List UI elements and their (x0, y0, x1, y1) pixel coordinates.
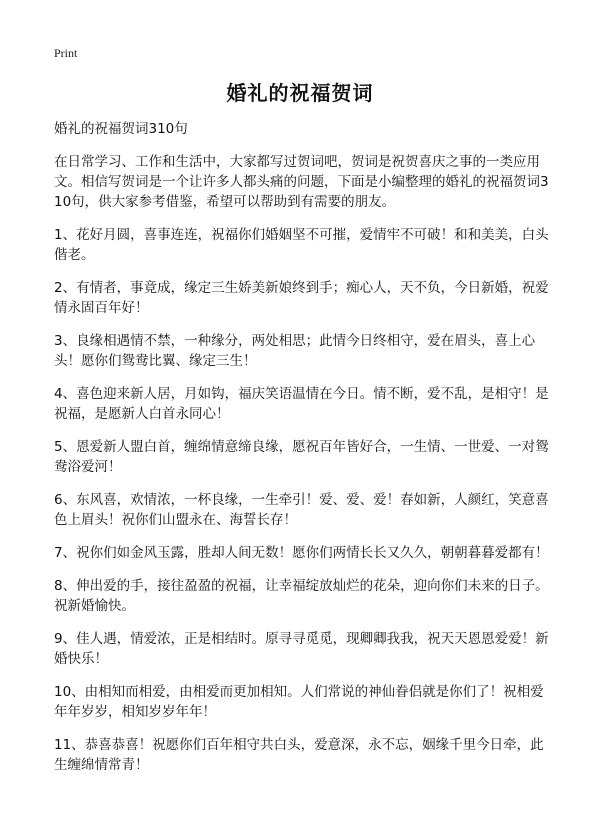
blessing-item-1: 1、花好月圆，喜事连连，祝福你们婚姻坚不可摧，爱情牢不可破！和和美美，白头偕老。 (54, 227, 549, 263)
document-body (54, 119, 554, 788)
page-title: 婚礼的祝福贺词 (226, 81, 374, 105)
blessing-item-5: 5、恩爱新人盟白首，缠绵情意缔良缘，愿祝百年皆好合，一生情、一世爱、一对鸳鸯浴爱河！ (54, 439, 549, 475)
blessing-item-4: 4、喜色迎来新人居，月如钩，福庆笑语温情在今日。情不断，爱不乱，是相守！是祝福，是愿新人白首永同心！ (54, 386, 549, 422)
blessing-item-11: 11、恭喜恭喜！祝愿你们百年相守共白头，爱意深，永不忘，姻缘千里今日牵，此生缠绵情常青！ (54, 737, 544, 773)
print-link[interactable]: Print (54, 46, 78, 60)
blessing-item-7: 7、祝你们如金风玉露，胜却人间无数！愿你们两情长长又久久，朝朝暮暮爱都有！ (54, 545, 549, 561)
blessing-item-9: 9、佳人遇，情爱浓，正是相结时。原寻寻觅觅，现卿卿我我，祝天天恩恩爱爱！新婚快乐！ (54, 631, 549, 667)
blessing-item-2: 2、有情者，事竟成，缘定三生娇美新娘终到手；痴心人，天不负，今日新婚，祝爱情永固百年好！ (54, 280, 549, 316)
blessing-item-8: 8、伸出爱的手，接往盈盈的祝福，让幸福绽放灿烂的花朵，迎向你们未来的日子。祝新婚愉快。 (54, 578, 549, 614)
blessing-item-3: 3、良缘相遇情不禁，一种缘分，两处相思；此情今日终相守，爱在眉头，喜上心头！愿你们鸳鸯比翼、缘定三生！ (54, 333, 536, 369)
blessing-item-10: 10、由相知而相爱，由相爱而更加相知。人们常说的神仙眷侣就是你们了！祝相爱年年岁岁，相知岁岁年年！ (54, 684, 544, 720)
blessing-item-6: 6、东风喜，欢情浓，一杯良缘，一生牵引！爱、爱、爱！春如新，人颜红，笑意喜色上眉头！祝你们山盟永在、海誓长存！ (54, 492, 549, 528)
document-subtitle: 婚礼的祝福贺词310句 (54, 121, 188, 137)
intro-paragraph: 在日常学习、工作和生活中，大家都写过贺词吧，贺词是祝贺喜庆之事的一类应用文。相信写贺词是一个让许多人都头痛的问题，下面是小编整理的婚礼的祝福贺词310句，供大家参考借鉴，希望可以帮助到有需要的朋友。 (54, 154, 549, 210)
